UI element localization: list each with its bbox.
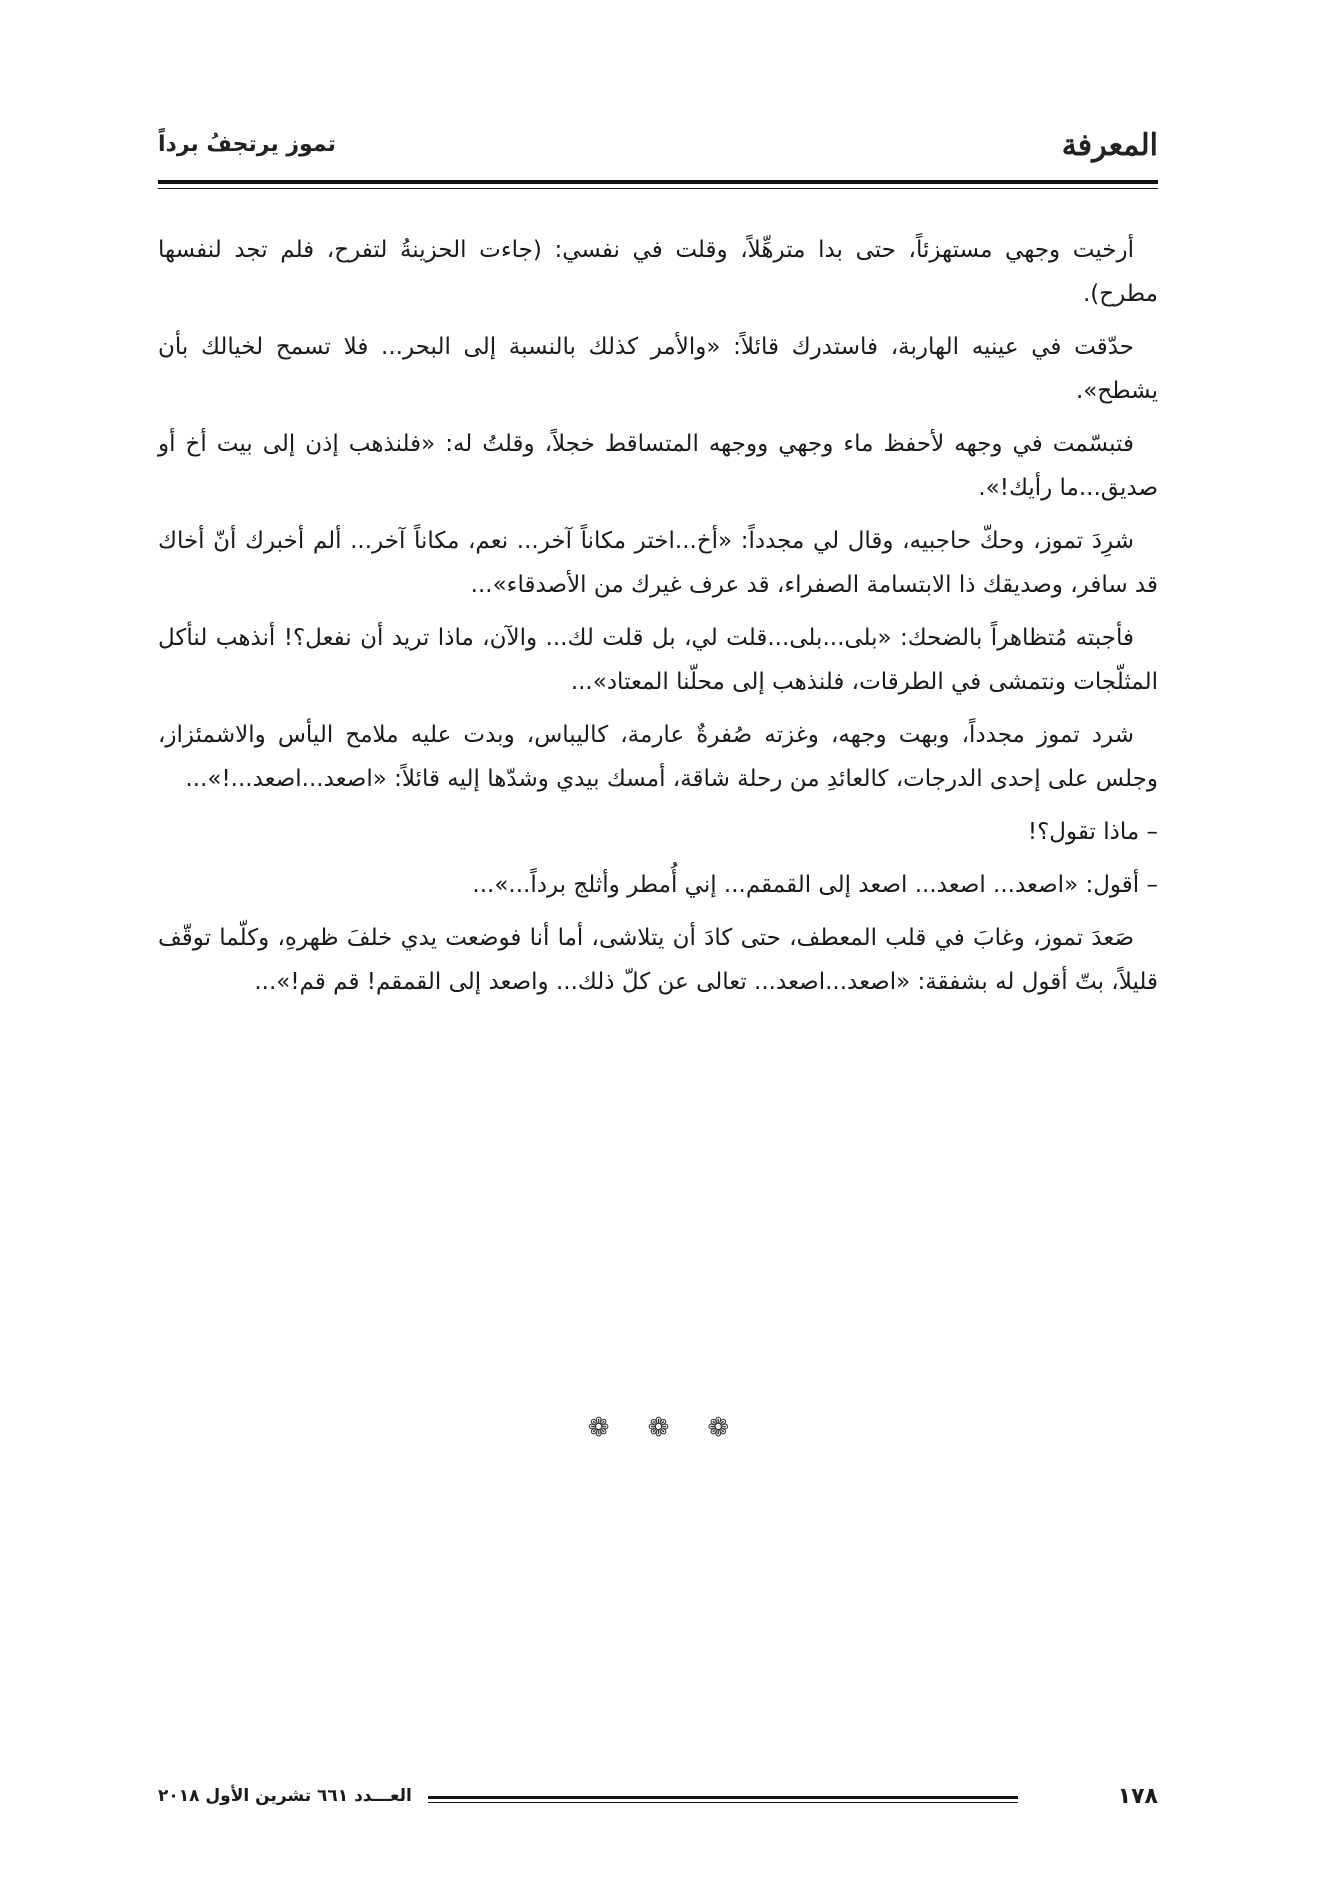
footer-rule-thick — [428, 1796, 1018, 1799]
paragraph: صَعدَ تموز، وغابَ في قلب المعطف، حتى كادَ أن يتلاشى، أما أنا فوضعت يدي خلفَ ظهرهِ، وكلّما توقّف قليلاً، بتّ أقول له بشفقة: «اصعد...اصعد... تعالى عن كلّ ذلك... واصعد إلى القمقم! قم قم!»... — [158, 925, 1158, 995]
article-body — [158, 228, 1158, 1013]
running-title: تموز يرتجفُ برداً — [158, 132, 336, 157]
footer-rule-thin — [428, 1802, 1018, 1803]
paragraph: شرد تموز مجدداً، وبهت وجهه، وغزته صُفرةٌ عارمة، كاليباس، وبدت عليه ملامح اليأس والاشمئزاز، وجلس على إحدى الدرجات، كالعائدِ من رحلة شاقة، أمسك بيدي وشدّها إليه قائلاً: «اصعد...اصعد...!»... — [158, 722, 1158, 792]
magazine-logo: المعرفة — [1061, 128, 1158, 163]
paragraph: شرِدَ تموز، وحكّ حاجبيه، وقال لي مجدداً: «أخ...اختر مكاناً آخر... نعم، مكاناً آخر... ألم أخبرك أنّ أخاك قد سافر، وصديقك ذا الابتسامة الصفراء، قد عرف غيرك من الأصدقاء»... — [158, 528, 1158, 598]
page-footer — [158, 1784, 1158, 1814]
header-rule-thin — [158, 188, 1158, 189]
dialog-line: – ماذا تقول؟! — [1027, 819, 1158, 845]
paragraph: حدّقت في عينيه الهاربة، فاستدرك قائلاً: «والأمر كذلك بالنسبة إلى البحر... فلا تسمح لخيالك بأن يشطح». — [158, 334, 1158, 404]
page-header — [158, 122, 1158, 172]
dialog-line: – أقول: «اصعد... اصعد... اصعد إلى القمقم... إني أُمطر وأثلج برداً...»... — [472, 872, 1158, 898]
header-rule-thick — [158, 180, 1158, 184]
page-number: ١٧٨ — [1117, 1784, 1158, 1809]
flower-ornament-icon: ❁ — [587, 1413, 632, 1443]
paragraph: أرخيت وجهي مستهزئاً، حتى بدا مترهِّلاً، وقلت في نفسي: (جاءت الحزينةُ لتفرح، فلم تجد لنفسها مطرح). — [158, 237, 1158, 307]
issue-info: العـــدد ٦٦١ تشرين الأول ٢٠١٨ — [158, 1786, 412, 1806]
flower-ornament-icon: ❁ — [647, 1413, 692, 1443]
flower-ornament-icon: ❁ — [707, 1413, 752, 1443]
paragraph: فتبسّمت في وجهه لأحفظ ماء وجهي ووجهه المتساقط خجلاً، وقلتُ له: «فلنذهب إذن إلى بيت أخ أو صديق...ما رأيك!». — [158, 431, 1158, 501]
paragraph: فأجبته مُتظاهراً بالضحك: «بلى...بلى...قلت لي، بل قلت لك... والآن، ماذا تريد أن نفعل؟! أنذهب لنأكل المثلّجات ونتمشى في الطرقات، فلنذهب إلى محلّنا المعتاد»... — [158, 625, 1158, 695]
section-divider — [0, 1413, 1339, 1443]
